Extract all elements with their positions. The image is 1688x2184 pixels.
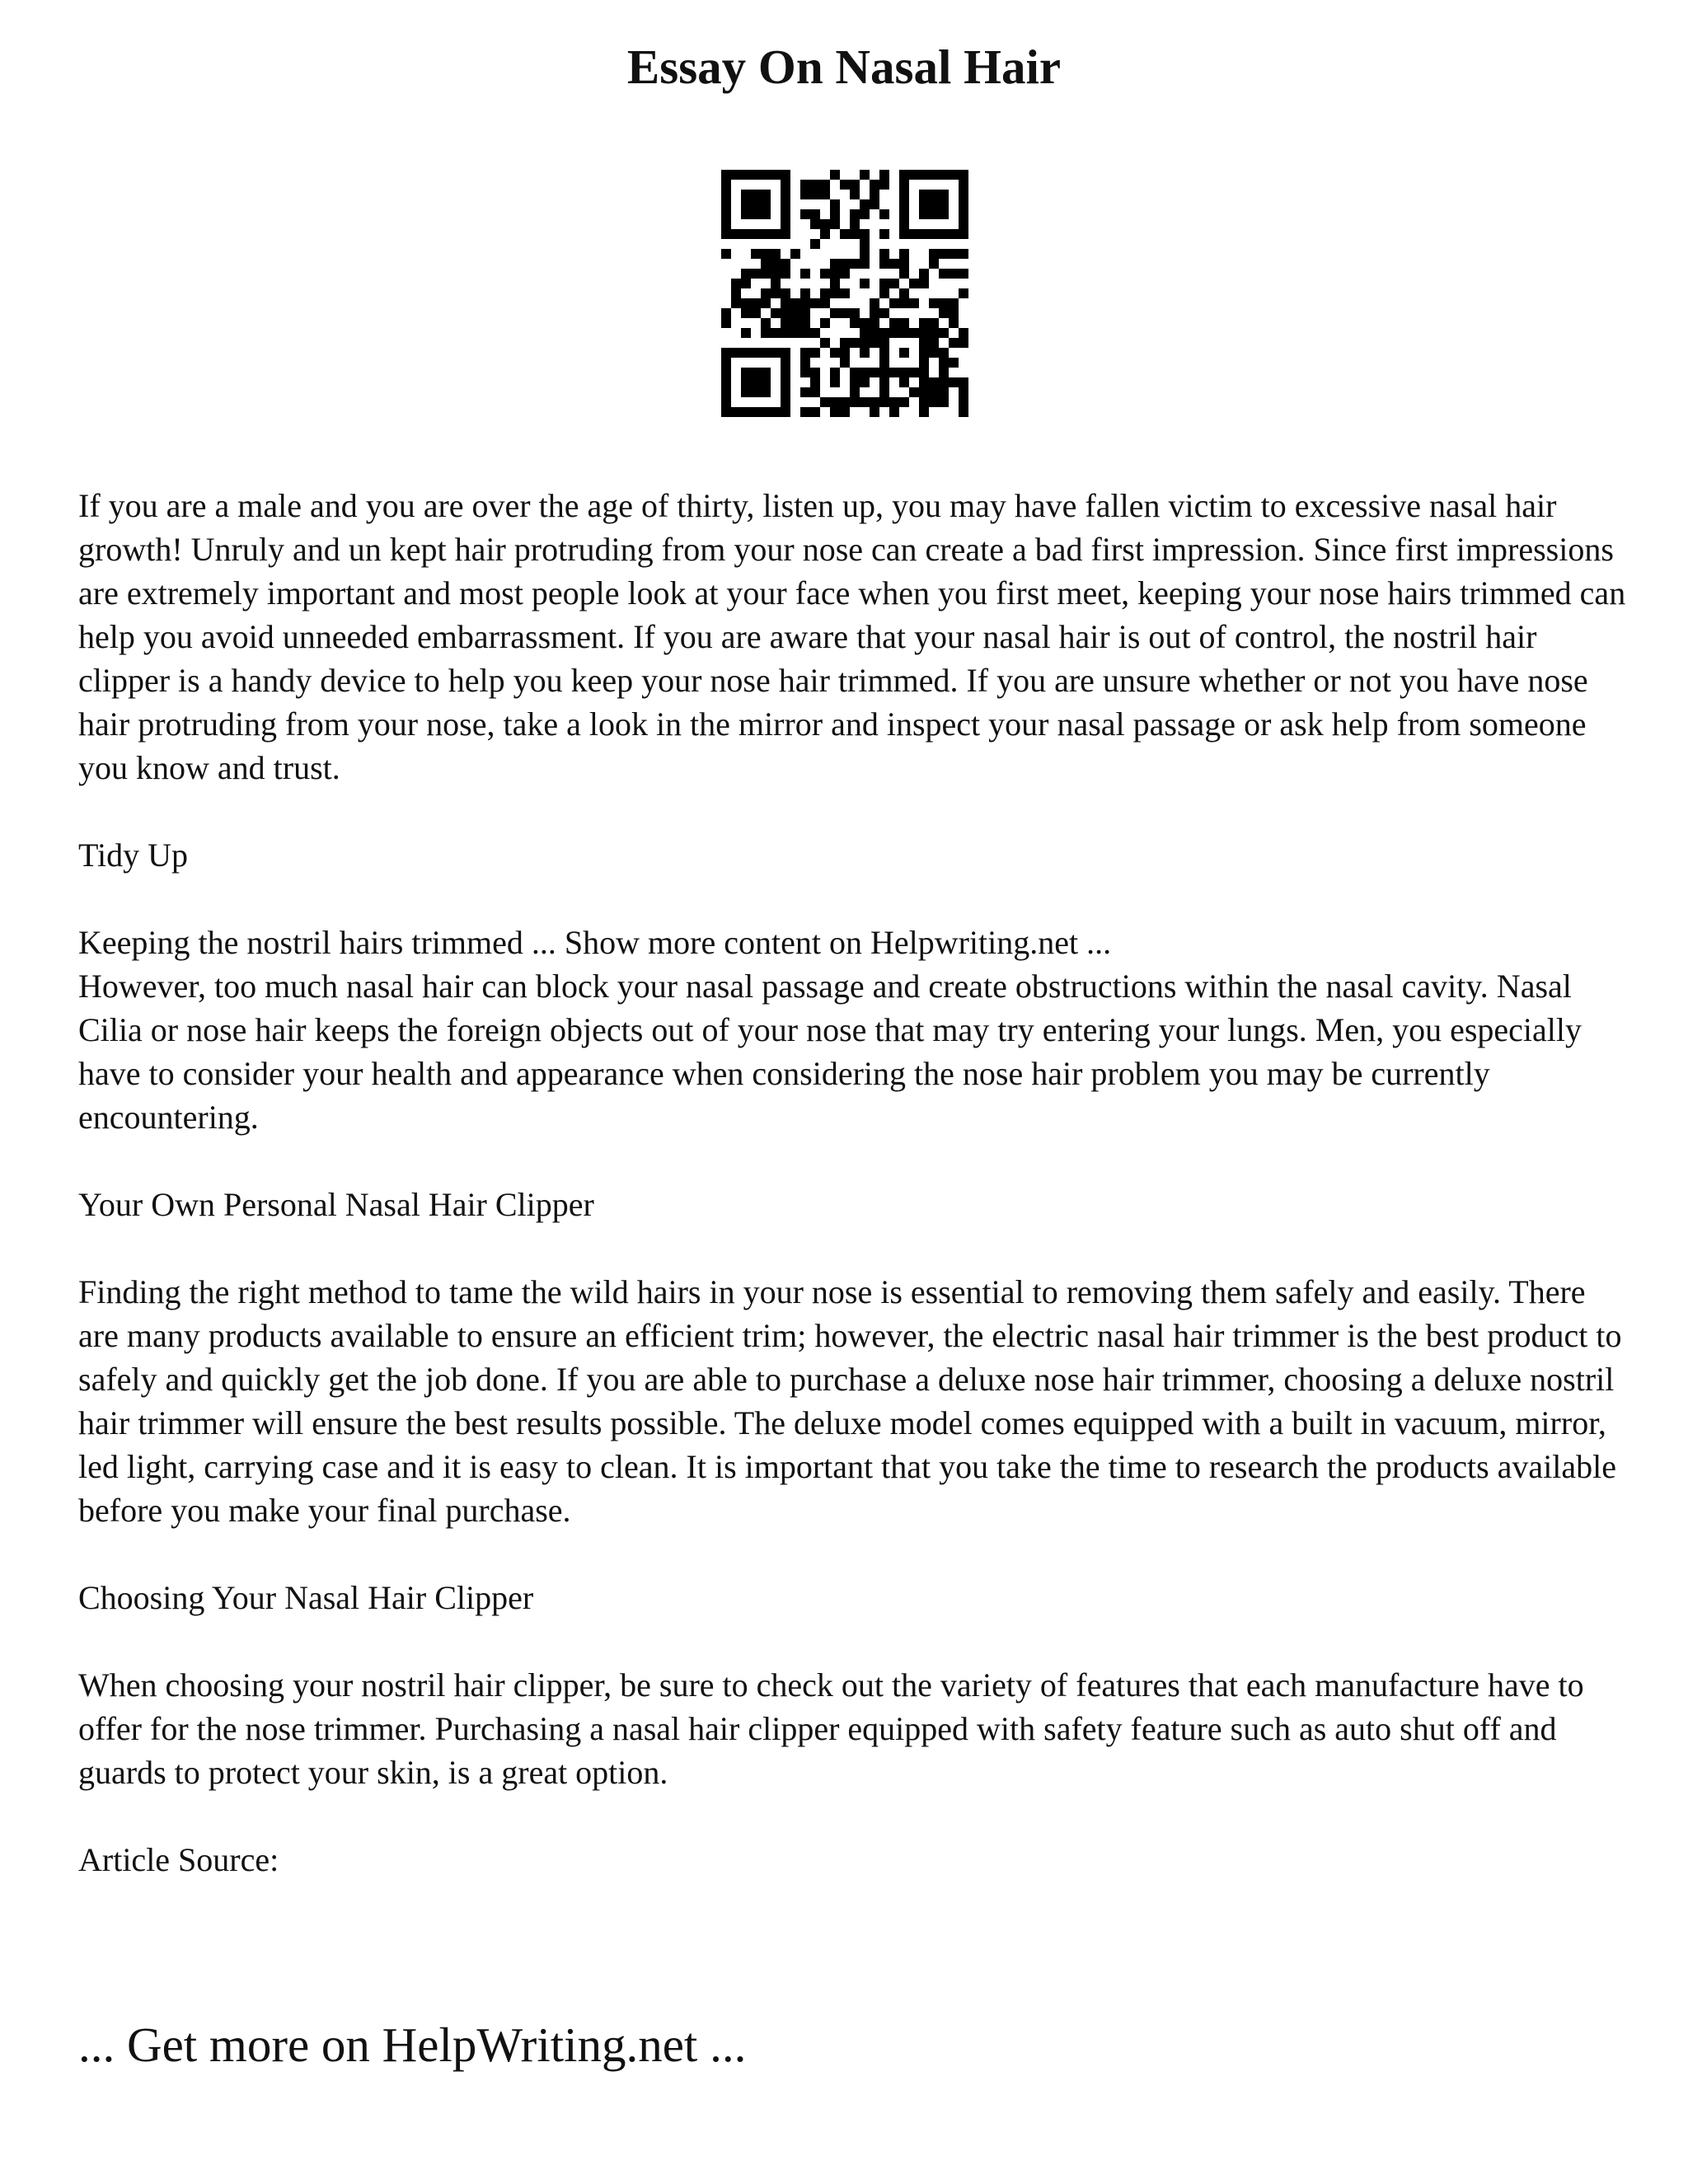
heading-choosing-clipper: Choosing Your Nasal Hair Clipper	[78, 1579, 534, 1616]
paragraph-right-method: Finding the right method to tame the wild hairs in your nose is essential to removing them safely and easily. There are many products available to ensure an efficient trim; however, the electric nasal hair trimmer is the best product to safely and quickly get the job done. If you are able to purchase a deluxe nose hair trimmer, choosing a deluxe nostril hair trimmer will ensure the best results possible. The deluxe model comes equipped with a built in vacuum, mirror, led light, carrying case and it is easy to clean. It is important that you take the time to research the products available before you make your final purchase.	[78, 1273, 1622, 1529]
paragraph-nasal-cavity: However, too much nasal hair can block your nasal passage and create obstructions within the nasal cavity. Nasal Cilia or nose hair keeps the foreign objects out of your nose that may try entering your lungs. Men, you especially have to consider your health and appearance when considering the nose hair problem you may be currently encountering.	[78, 968, 1582, 1136]
paragraph-features: When choosing your nostril hair clipper, be sure to check out the variety of features that each manufacture have to offer for the nose trimmer. Purchasing a nasal hair clipper equipped with safety feature such as auto shut off and guards to protect your skin, is a great option.	[78, 1666, 1584, 1791]
qr-code-icon	[721, 170, 968, 417]
heading-tidy-up: Tidy Up	[78, 837, 189, 874]
get-more-link[interactable]: ... Get more on HelpWriting.net ...	[78, 2018, 747, 2072]
qr-code-graphic	[721, 170, 968, 417]
document-title: Essay On Nasal Hair	[626, 40, 1062, 94]
heading-personal-clipper: Your Own Personal Nasal Hair Clipper	[78, 1186, 594, 1223]
paragraph-show-more: Keeping the nostril hairs trimmed ... Show more content on Helpwriting.net ...	[78, 924, 1112, 961]
essay-body	[78, 484, 1628, 1925]
article-source-label: Article Source:	[78, 1841, 279, 1878]
paragraph-intro: If you are a male and you are over the age of thirty, listen up, you may have fallen victim to excessive nasal hair growth! Unruly and un kept hair protruding from your nose can create a bad first impression. Since first impressions are extremely important and most people look at your face when you first meet, keeping your nose hairs trimmed can help you avoid unneeded embarrassment. If you are aware that your nasal hair is out of control, the nostril hair clipper is a handy device to help you keep your nose hair trimmed. If you are unsure whether or not you have nose hair protruding from your nose, take a look in the mirror and inspect your nasal passage or ask help from someone you know and trust.	[78, 487, 1626, 786]
